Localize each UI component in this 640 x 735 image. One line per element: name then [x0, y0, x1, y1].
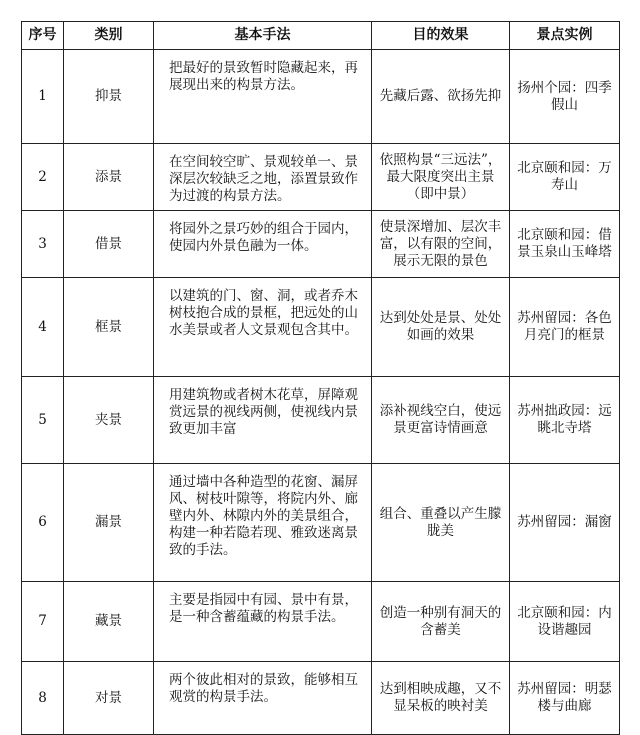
header-row	[22, 22, 620, 50]
row-category: 对景	[64, 662, 154, 735]
row-example: 苏州拙政园：远眺北寺塔	[510, 377, 620, 464]
row-effect: 组合、重叠以产生朦胧美	[372, 464, 510, 582]
row-method: 主要是指园中有园、景中有景，是一种含蓄蕴藏的构景手法。	[154, 582, 372, 662]
row-method: 两个彼此相对的景致，能够相互观赏的构景手法。	[154, 662, 372, 735]
row-method: 通过墙中各种造型的花窗、漏屏风、树枝叶隙等，将院内外、廊壁内外、林隙内外的美景组合，构建一种若隐若现、雅致迷离景致的手法。	[154, 464, 372, 582]
row-method: 把最好的景致暂时隐藏起来，再展现出来的构景方法。	[154, 50, 372, 144]
row-effect: 依照构景“三远法”，最大限度突出主景（即中景）	[372, 144, 510, 211]
row-category: 借景	[64, 211, 154, 278]
row-category: 夹景	[64, 377, 154, 464]
row-effect: 添补视线空白，使远景更富诗情画意	[372, 377, 510, 464]
table-row	[22, 211, 620, 278]
row-example: 苏州留园：明瑟楼与曲廊	[510, 662, 620, 735]
row-category: 漏景	[64, 464, 154, 582]
row-example: 北京颐和园：万寿山	[510, 144, 620, 211]
table-row	[22, 464, 620, 582]
header-category: 类别	[64, 22, 154, 50]
row-number: 6	[22, 464, 64, 582]
row-effect: 创造一种别有洞天的含蓄美	[372, 582, 510, 662]
row-example: 扬州个园：四季假山	[510, 50, 620, 144]
row-number: 2	[22, 144, 64, 211]
table-row	[22, 144, 620, 211]
garden-techniques-table	[21, 21, 620, 735]
row-example: 北京颐和园：借景玉泉山玉峰塔	[510, 211, 620, 278]
row-number: 8	[22, 662, 64, 735]
row-effect: 达到处处是景、处处如画的效果	[372, 278, 510, 377]
table-row	[22, 278, 620, 377]
row-effect: 先藏后露、欲扬先抑	[372, 50, 510, 144]
row-effect: 使景深增加、层次丰富，以有限的空间，展示无限的景色	[372, 211, 510, 278]
header-effect: 目的效果	[372, 22, 510, 50]
row-example: 苏州留园：各色月亮门的框景	[510, 278, 620, 377]
row-method: 以建筑的门、窗、洞，或者乔木树枝抱合成的景框，把远处的山水美景或者人文景观包含其中。	[154, 278, 372, 377]
header-example: 景点实例	[510, 22, 620, 50]
row-number: 5	[22, 377, 64, 464]
row-example: 苏州留园：漏窗	[510, 464, 620, 582]
row-method: 用建筑物或者树木花草，屏障观赏远景的视线两侧，使视线内景致更加丰富	[154, 377, 372, 464]
row-number: 3	[22, 211, 64, 278]
row-method: 将园外之景巧妙的组合于园内，使园内外景色融为一体。	[154, 211, 372, 278]
table-row	[22, 582, 620, 662]
row-number: 7	[22, 582, 64, 662]
row-category: 抑景	[64, 50, 154, 144]
row-method: 在空间较空旷、景观较单一、景深层次较缺乏之地，添置景致作为过渡的构景方法。	[154, 144, 372, 211]
table-row	[22, 50, 620, 144]
row-number: 1	[22, 50, 64, 144]
header-number: 序号	[22, 22, 64, 50]
table-row	[22, 377, 620, 464]
header-method: 基本手法	[154, 22, 372, 50]
row-example: 北京颐和园：内设谐趣园	[510, 582, 620, 662]
row-category: 添景	[64, 144, 154, 211]
row-effect: 达到相映成趣，又不显呆板的映衬美	[372, 662, 510, 735]
table-row	[22, 662, 620, 735]
row-number: 4	[22, 278, 64, 377]
row-category: 框景	[64, 278, 154, 377]
row-category: 藏景	[64, 582, 154, 662]
